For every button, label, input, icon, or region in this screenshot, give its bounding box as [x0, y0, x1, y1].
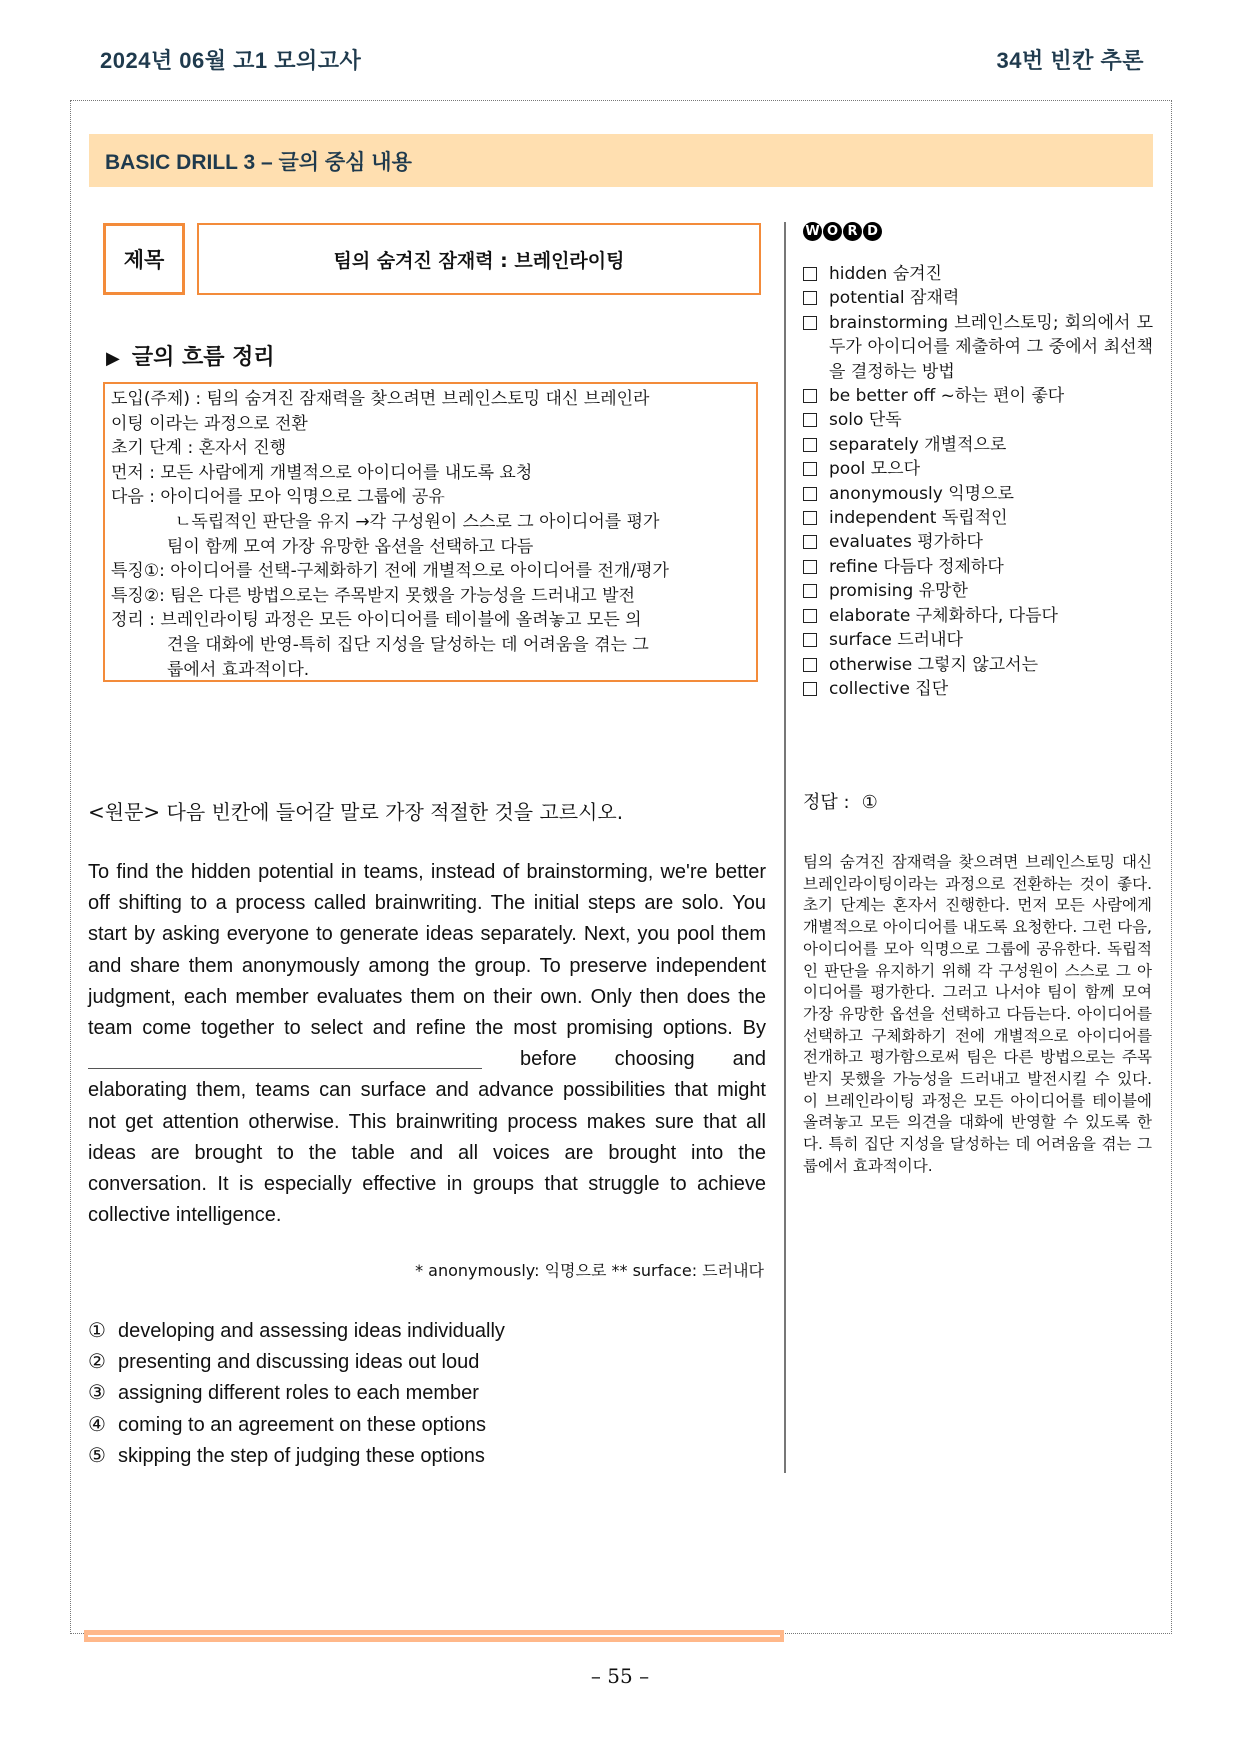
title-value: 팀의 숨겨진 잠재력 : 브레인라이팅 — [197, 223, 761, 295]
checkbox-icon[interactable] — [803, 487, 817, 501]
vocab-item — [803, 579, 1153, 603]
choice-marker: ① — [88, 1320, 106, 1342]
choice-2[interactable] — [88, 1347, 505, 1378]
vocabulary-list — [803, 262, 1153, 701]
flow-heading-text: 글의 흐름 정리 — [131, 345, 275, 370]
checkbox-icon[interactable] — [803, 316, 817, 330]
checkbox-icon[interactable] — [803, 535, 817, 549]
vocab-text: refine 다듬다 정제하다 — [829, 556, 1004, 577]
checkbox-icon[interactable] — [803, 511, 817, 525]
vocab-item — [803, 408, 1153, 432]
footer-decoration-bar — [84, 1630, 784, 1642]
vocab-text: separately 개별적으로 — [829, 434, 1007, 455]
column-divider — [784, 222, 786, 1473]
answer-value: ① — [861, 792, 878, 813]
title-label: 제목 — [103, 223, 185, 295]
vocab-text: evaluates 평가하다 — [829, 532, 983, 553]
vocab-text: collective 집단 — [829, 678, 949, 699]
question-type: 34번 빈칸 추론 — [996, 48, 1144, 73]
vocab-item — [803, 653, 1153, 677]
korean-translation: 팀의 숨겨진 잠재력을 찾으려면 브레인스토밍 대신 브레인라이팅이라는 과정으로 전환하는 것이 좋다. 초기 단계는 혼자서 진행한다. 먼저 모든 사람에게 개별적으로 아이디어를 내도록 요청한다. 그런 다음, 아이디어를 모아 익명으로 그룹에 공유한다. 독립적인 판단을 유지하기 위해 각 구성원이 스스로 그 아이디어를 평가한다. 그러고 나서야 팀이 함께 모여 가장 유망한 옵션을 선택하고 다듬는다. 아이디어를 선택하고 구체화하기 전에 개별적으로 아이디어를 전개하고 평가함으로써 팀은 다른 방법으로는 주목받지 못했을 가능성을 드러내고 발전시킬 수 있다. 이 브레인라이팅 과정은 모든 아이디어를 테이블에 올려놓고 모든 의견을 대화에 반영할 수 있도록 한다. 특히 집단 지성을 달성하는 데 어려움을 겪는 그룹에서 효과적이다. — [803, 853, 1152, 1175]
vocab-item — [803, 384, 1153, 408]
checkbox-icon[interactable] — [803, 291, 817, 305]
flow-line: 다음 : 아이디어를 모아 익명으로 그룹에 공유 — [111, 487, 445, 508]
flow-line: 룹에서 효과적이다. — [167, 659, 310, 680]
answer-choices — [88, 1316, 505, 1472]
choice-1[interactable] — [88, 1316, 505, 1347]
answer-key — [803, 788, 878, 814]
choice-5[interactable] — [88, 1441, 505, 1472]
word-letter-d-icon: D — [863, 222, 882, 241]
vocab-text: pool 모으다 — [829, 459, 920, 480]
question-prompt: <원문> 다음 빈칸에 들어갈 말로 가장 적절한 것을 고르시오. — [88, 800, 624, 824]
choice-marker: ③ — [88, 1382, 106, 1405]
choice-marker: ⑤ — [88, 1444, 106, 1467]
vocab-item — [803, 555, 1153, 579]
vocab-item — [803, 262, 1153, 286]
checkbox-icon[interactable] — [803, 584, 817, 598]
word-heading — [803, 222, 882, 241]
vocab-item — [803, 628, 1153, 652]
choice-text: assigning different roles to each member — [118, 1382, 479, 1405]
checkbox-icon[interactable] — [803, 267, 817, 281]
answer-blank — [88, 1046, 482, 1069]
vocab-item — [803, 482, 1153, 506]
flow-heading — [106, 340, 275, 371]
vocab-text: surface 드러내다 — [829, 630, 963, 651]
flow-line: 먼저 : 모든 사람에게 개별적으로 아이디어를 내도록 요청 — [111, 462, 533, 483]
passage — [88, 857, 766, 1231]
vocab-text: hidden 숨겨진 — [829, 264, 942, 284]
passage-before-blank: To find the hidden potential in teams, instead of brainstorming, we're better off shifting to a process called brainwriting. The initial steps are solo. You start by asking everyone to generate ideas separately. Next, you pool them and share them anonymously among the group. To preserve independent judgment, each member evaluates them on their own. Only then does the team come together to select and refine the most promising options. By — [88, 861, 766, 1040]
footnote: * anonymously: 익명으로 ** surface: 드러내다 — [415, 1261, 764, 1280]
answer-label: 정답 : — [803, 792, 850, 813]
checkbox-icon[interactable] — [803, 633, 817, 647]
checkbox-icon[interactable] — [803, 560, 817, 574]
checkbox-icon[interactable] — [803, 658, 817, 672]
flow-line: 견을 대화에 반영-특히 집단 지성을 달성하는 데 어려움을 겪는 그 — [167, 634, 649, 655]
vocab-text: otherwise 그렇지 않고서는 — [829, 654, 1038, 675]
vocab-item — [803, 311, 1153, 384]
checkbox-icon[interactable] — [803, 609, 817, 623]
flow-line: 이팅 이라는 과정으로 전환 — [111, 413, 308, 434]
flow-summary-box — [103, 382, 758, 682]
flow-line: 정리 : 브레인라이팅 과정은 모든 아이디어를 테이블에 올려놓고 모든 의 — [111, 610, 642, 631]
checkbox-icon[interactable] — [803, 389, 817, 403]
checkbox-icon[interactable] — [803, 462, 817, 476]
choice-text: skipping the step of judging these options — [118, 1444, 485, 1467]
checkbox-icon[interactable] — [803, 438, 817, 452]
flow-line: 도입(주제) : 팀의 숨겨진 잠재력을 찾으려면 브레인스토밍 대신 브레인라 — [111, 389, 650, 409]
flow-line: 특징①: 아이디어를 선택-구체화하기 전에 개별적으로 아이디어를 전개/평가 — [111, 561, 669, 582]
word-letter-o-icon: O — [823, 222, 842, 241]
flow-line: 특징②: 팀은 다른 방법으로는 주목받지 못했을 가능성을 드러내고 발전 — [111, 585, 636, 606]
vocab-text: elaborate 구체화하다, 다듬다 — [829, 605, 1058, 626]
vocab-item — [803, 530, 1153, 554]
vocab-item — [803, 677, 1153, 701]
vocab-item — [803, 604, 1153, 628]
drill-title-bar — [89, 134, 1153, 187]
vocab-text: promising 유망한 — [829, 581, 968, 602]
choice-marker: ④ — [88, 1413, 106, 1436]
flow-line: 팀이 함께 모여 가장 유망한 옵션을 선택하고 다듬 — [167, 536, 534, 557]
choice-marker: ② — [88, 1351, 106, 1374]
checkbox-icon[interactable] — [803, 413, 817, 427]
vocab-text: be better off ~하는 편이 좋다 — [829, 386, 1065, 407]
page-number: – 55 – — [590, 1664, 650, 1688]
vocab-text: solo 단독 — [829, 410, 902, 431]
footer-bar-highlight — [88, 1635, 780, 1637]
choice-4[interactable] — [88, 1410, 505, 1441]
vocab-text: brainstorming 브레인스토밍; 회의에서 모두가 아이디어를 제출하여 그 중에서 최선책을 결정하는 방법 — [829, 312, 1153, 382]
choice-text: developing and assessing ideas individually — [118, 1320, 505, 1342]
vocab-item — [803, 457, 1153, 481]
choice-3[interactable] — [88, 1378, 505, 1409]
vocab-text: potential 잠재력 — [829, 288, 960, 309]
flow-line: ㄴ독립적인 판단을 유지 →각 구성원이 스스로 그 아이디어를 평가 — [175, 511, 660, 532]
word-letter-w-icon: W — [803, 222, 822, 241]
exam-title: 2024년 06월 고1 모의고사 — [100, 48, 362, 73]
vocab-text: independent 독립적인 — [829, 508, 1008, 529]
passage-after-blank: before choosing and elaborating them, teams can surface and advance possibilities that might not get attention otherwise. This brainwriting process makes sure that all ideas are brought to the table and all voices are brought into the conversation. It is especially effective in groups that struggle to achieve collective intelligence. — [88, 1048, 766, 1227]
choice-text: coming to an agreement on these options — [118, 1413, 487, 1436]
vocab-item — [803, 286, 1153, 310]
choice-text: presenting and discussing ideas out loud — [118, 1351, 480, 1374]
drill-title: BASIC DRILL 3 – 글의 중심 내용 — [105, 150, 412, 174]
word-letter-r-icon: R — [843, 222, 862, 241]
vocab-text: anonymously 익명으로 — [829, 483, 1014, 504]
vocab-item — [803, 506, 1153, 530]
flow-line: 초기 단계 : 혼자서 진행 — [111, 438, 287, 459]
checkbox-icon[interactable] — [803, 682, 817, 696]
vocab-item — [803, 433, 1153, 457]
triangle-right-icon: ▶ — [106, 348, 120, 369]
